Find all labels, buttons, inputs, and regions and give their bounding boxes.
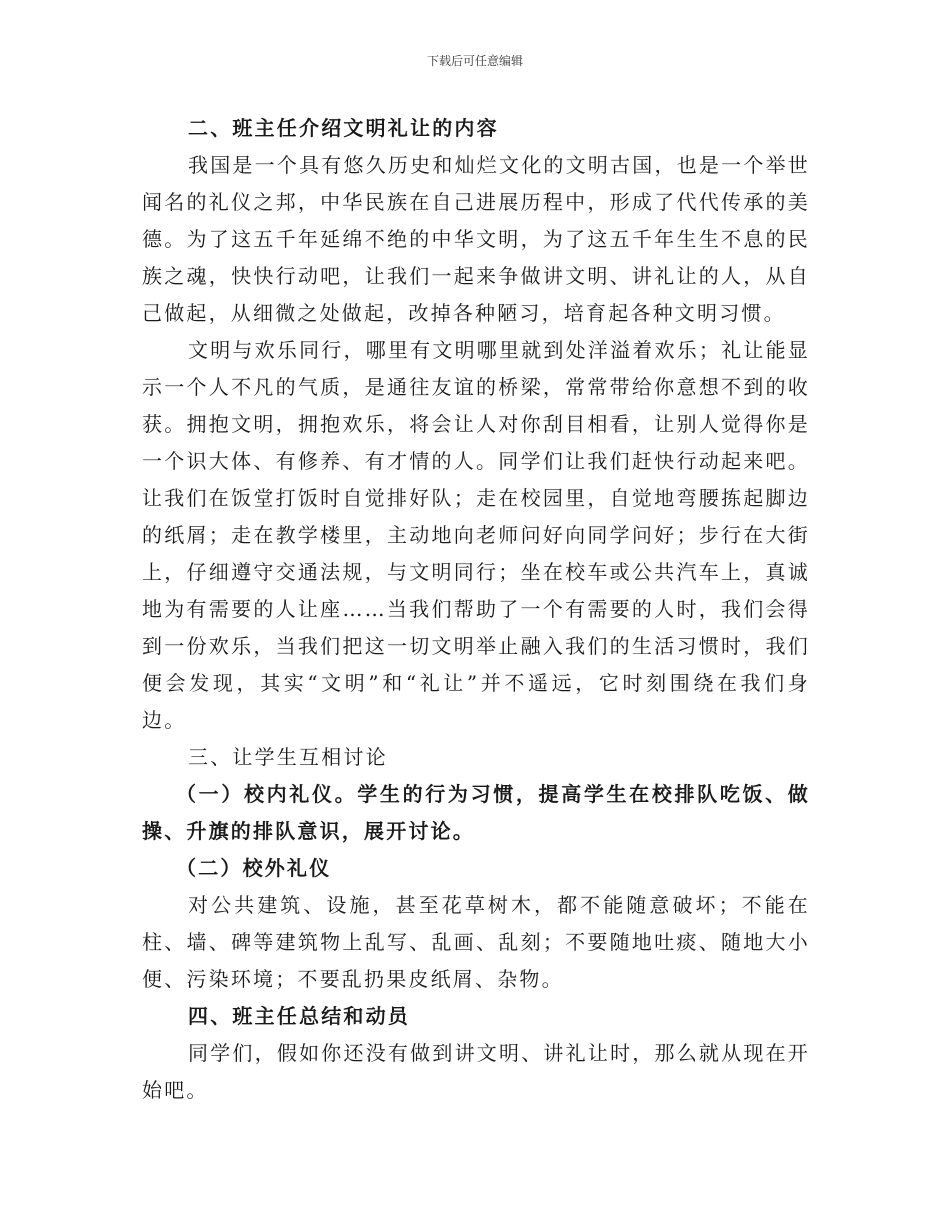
document-body: [142, 110, 810, 1109]
section-two-paragraph-1: 我国是一个具有悠久历史和灿烂文化的文明古国，也是一个举世闻名的礼仪之邦，中华民族在自己进展历程中，形成了代代传承的美德。为了这五千年延绵不绝的中华文明，为了这五千年生生不息的民族之魂，快快行动吧，让我们一起来争做讲文明、讲礼让的人，从自己做起，从细微之处做起，改掉各种陋习，培育起各种文明习惯。: [142, 153, 810, 325]
section-three-subheading-1: （一）校内礼仪。学生的行为习惯，提高学生在校排队吃饭、做操、升旗的排队意识，展开讨论。: [142, 782, 810, 843]
section-four-heading: 四、班主任总结和动员: [188, 1004, 410, 1028]
section-two-heading: 二、班主任介绍文明礼让的内容: [188, 116, 499, 140]
section-four-paragraph: 同学们，假如你还没有做到讲文明、讲礼让时，那么就从现在开始吧。: [142, 1041, 810, 1102]
section-three-heading: 三、让学生互相讨论: [188, 745, 388, 769]
section-three-paragraph: 对公共建筑、设施，甚至花草树木，都不能随意破坏；不能在柱、墙、碑等建筑物上乱写、乱画、乱刻；不要随地吐痰、随地大小便、污染环境；不要乱扔果皮纸屑、杂物。: [142, 893, 810, 991]
header-note: 下载后可任意编辑: [426, 54, 523, 68]
section-three-subheading-2: （二）校外礼仪: [176, 856, 332, 880]
section-two-paragraph-2: 文明与欢乐同行，哪里有文明哪里就到处洋溢着欢乐；礼让能显示一个人不凡的气质，是通往友谊的桥梁，常常带给你意想不到的收获。拥抱文明，拥抱欢乐，将会让人对你刮目相看，让别人觉得你是一个识大体、有修养、有才情的人。同学们让我们赶快行动起来吧。让我们在饭堂打饭时自觉排好队；走在校园里，自觉地弯腰拣起脚边的纸屑；走在教学楼里，主动地向老师问好向同学问好；步行在大街上，仔细遵守交通法规，与文明同行；坐在校车或公共汽车上，真诚地为有需要的人让座……当我们帮助了一个有需要的人时，我们会得到一份欢乐，当我们把这一切文明举止融入我们的生活习惯时，我们便会发现，其实“文明”和“礼让”并不遥远，它时刻围绕在我们身边。: [142, 338, 810, 732]
